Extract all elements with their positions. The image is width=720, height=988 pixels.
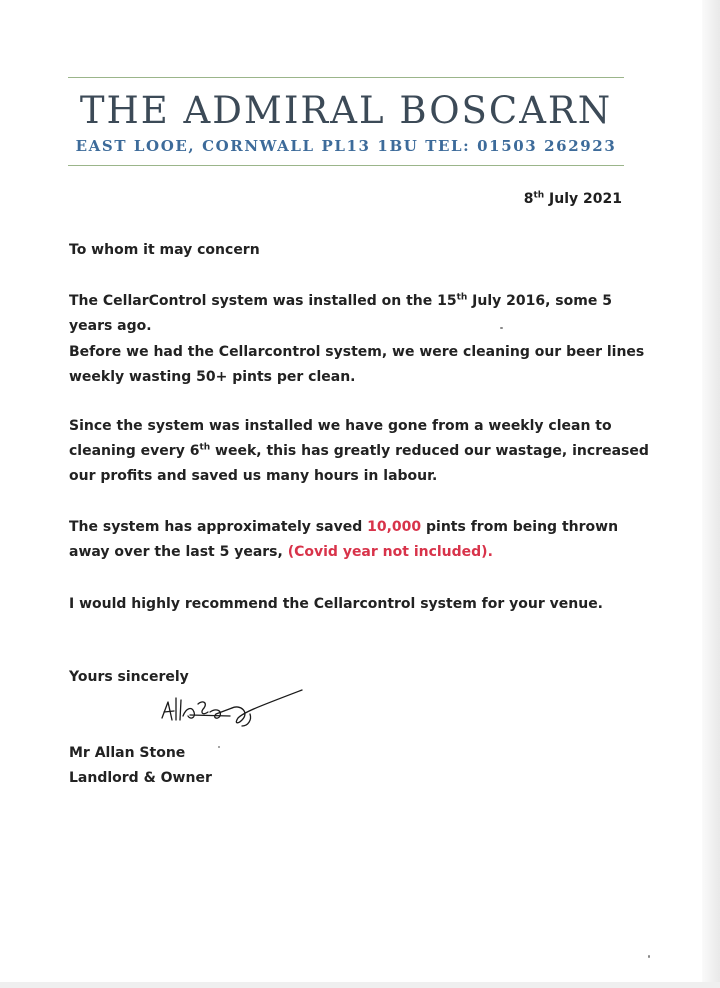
closing: Yours sincerely bbox=[69, 669, 189, 685]
paragraph-recommend: I would highly recommend the Cellarcontrol system for your venue. bbox=[69, 596, 604, 612]
handwritten-signature bbox=[150, 682, 320, 738]
page-edge-shadow bbox=[702, 0, 720, 988]
paragraph-savings: The system has approximately saved 10,000 pints from being thrown away over the last 5 years, (Covid year not included). bbox=[69, 519, 619, 560]
letterhead-bottom-rule bbox=[68, 165, 624, 166]
letterhead-top-rule bbox=[68, 77, 624, 78]
paragraph-before: Before we had the Cellarcontrol system, we were cleaning our beer lines weekly wasting 50+ pints per clean. bbox=[69, 344, 645, 385]
signatory-name: Mr Allan Stone bbox=[69, 745, 186, 761]
savings-highlight: 10,000 bbox=[367, 519, 422, 535]
signatory-title: Landlord & Owner bbox=[69, 770, 212, 786]
scan-speck bbox=[218, 746, 220, 748]
letterhead-address: EAST LOOE, CORNWALL PL13 1BU TEL: 01503 262923 bbox=[75, 137, 617, 155]
letterhead-title: THE ADMIRAL BOSCARN bbox=[79, 89, 613, 132]
letter-date: 8th July 2021 bbox=[523, 190, 622, 207]
page-bottom-edge bbox=[0, 982, 720, 988]
covid-note: (Covid year not included). bbox=[287, 544, 493, 560]
scan-speck bbox=[500, 327, 503, 329]
scan-speck bbox=[648, 955, 650, 958]
paragraph-installation: The CellarControl system was installed on the 15th July 2016, some 5 years ago. bbox=[69, 292, 612, 334]
paragraph-since: Since the system was installed we have gone from a weekly clean to cleaning every 6th week, this has greatly reduced our wastage, increased our profits and saved us many hours in labour. bbox=[69, 418, 649, 484]
salutation: To whom it may concern bbox=[69, 242, 260, 258]
